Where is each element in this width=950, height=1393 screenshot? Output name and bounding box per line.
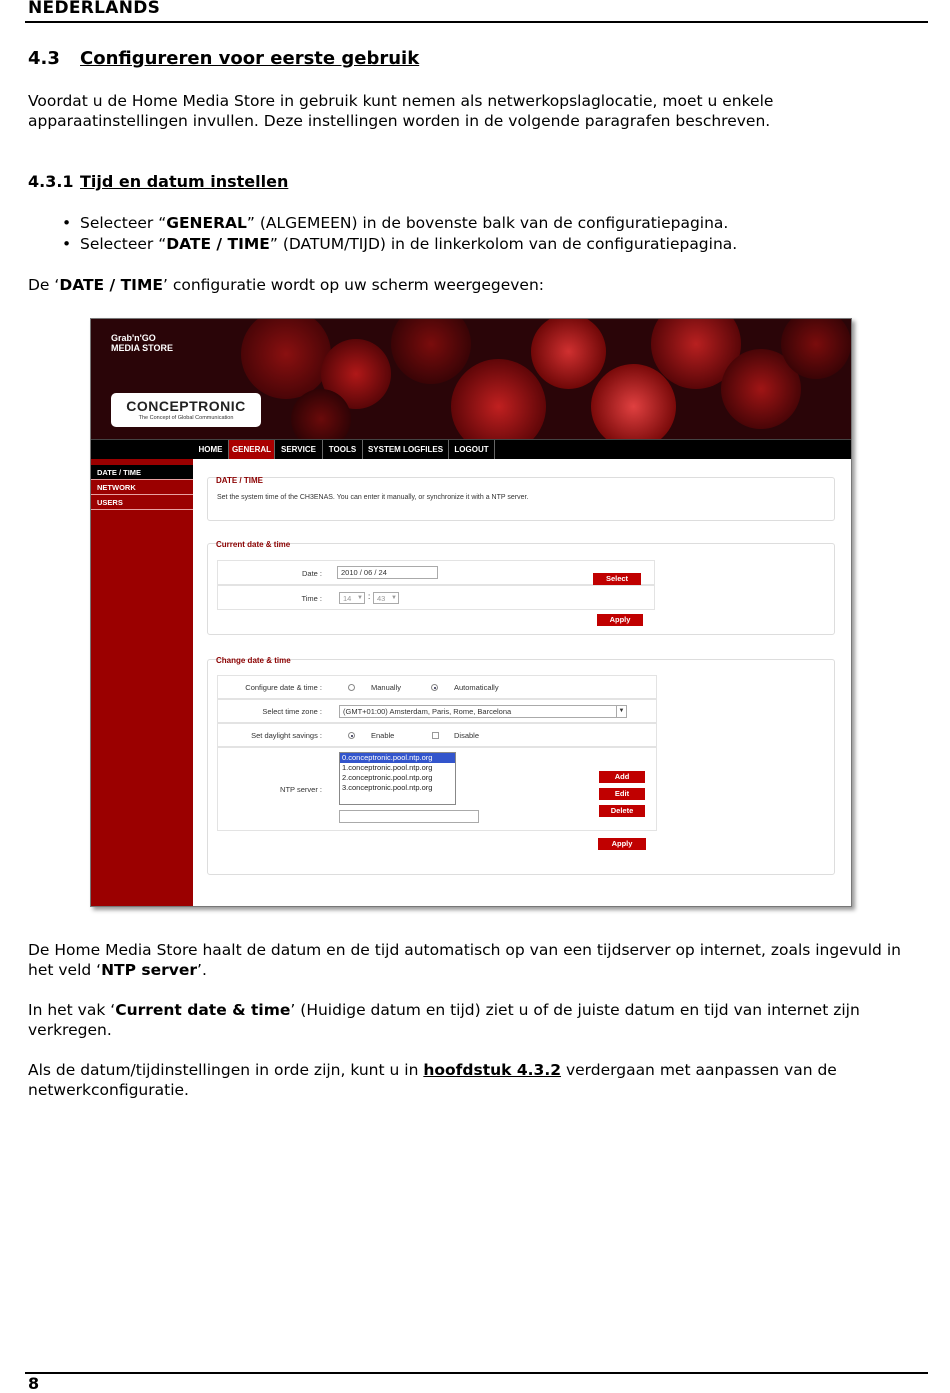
nav-logout[interactable]: LOGOUT [449,440,495,460]
date-row [217,560,655,585]
ntp-row [217,747,657,831]
bullet-general: • Selecteer “GENERAL” (ALGEMEEN) in de bovenste balk van de configuratiepagina. [28,213,908,233]
time-separator: : [368,592,371,601]
current-datetime-box [207,540,835,635]
daylight-label: Set daylight savings : [251,731,322,740]
sidebar-item-network[interactable]: NETWORK [91,480,193,495]
section-title: Configureren voor eerste gebruik [80,48,420,69]
timezone-label: Select time zone : [262,707,322,716]
screen-shown-text: De ‘DATE / TIME’ configuratie wordt op uw scherm weergegeven: [28,276,545,294]
apply-current-button[interactable]: Apply [597,614,643,626]
subsection-heading [28,172,908,192]
delete-ntp-button[interactable]: Delete [599,805,645,817]
date-field[interactable]: 2010 / 06 / 24 [337,566,438,579]
apply-change-button[interactable]: Apply [598,838,646,850]
info-title: DATE / TIME [216,476,263,485]
section-heading [28,49,908,69]
enable-label: Enable [371,731,395,740]
change-datetime-box [207,656,835,875]
select-button[interactable]: Select [593,573,641,585]
configure-row [217,675,657,699]
chapter-link[interactable]: hoofdstuk 4.3.2 [423,1061,562,1079]
page-number: 8 [28,1374,40,1393]
info-box [207,477,835,521]
ntp-server-item[interactable]: 1.conceptronic.pool.ntp.org [342,763,433,772]
info-text: Set the system time of the CH3ENAS. You can enter it manually, or synchronize it with a NTP server. [217,494,529,501]
chevron-down-icon: ▼ [391,595,397,601]
paragraph-current: In het vak ‘Current date & time’ (Huidige datum en tijd) ziet u of de juiste datum en tijd van internet zijn verkregen. [28,1001,860,1039]
paragraph-next: Als de datum/tijdinstellingen in orde zijn, kunt u in hoofdstuk 4.3.2 verdergaan met aanpassen van de netwerkconfiguratie. [28,1061,837,1099]
ntp-label: NTP server : [280,785,322,794]
time-label: Time : [301,594,322,603]
content-area [193,459,851,907]
subsection-title: Tijd en datum instellen [80,172,289,191]
ntp-server-list[interactable] [339,752,456,805]
top-nav [91,439,851,459]
header-rule [25,21,928,23]
bullet-date-time: • Selecteer “DATE / TIME” (DATUM/TIJD) in de linkerkolom van de configuratiepagina. [28,234,908,254]
config-page-screenshot [90,318,852,907]
nav-general[interactable]: GENERAL [229,440,275,460]
ntp-server-item[interactable]: 2.conceptronic.pool.ntp.org [342,773,433,782]
hour-select[interactable]: 14 ▼ [339,592,365,604]
automatic-label: Automatically [454,683,499,692]
nav-home[interactable]: HOME [193,440,229,460]
nav-service[interactable]: SERVICE [275,440,323,460]
language-header: NEDERLANDS [28,0,161,18]
disable-checkbox[interactable] [432,732,439,739]
chevron-down-icon: ▼ [357,595,363,601]
change-datetime-title: Change date & time [216,656,291,665]
instruction-list [28,213,908,255]
manual-label: Manually [371,683,402,692]
minute-select[interactable]: 43 ▼ [373,592,399,604]
current-datetime-title: Current date & time [216,540,291,549]
manual-radio[interactable] [348,684,355,691]
timezone-row [217,699,657,723]
sidebar [91,459,193,907]
sidebar-item-date-time[interactable]: DATE / TIME [91,465,193,480]
conceptronic-logo: CONCEPTRONIC The Concept of Global Communication [111,393,261,427]
ntp-server-item[interactable]: 0.conceptronic.pool.ntp.org [340,753,455,763]
disable-label: Disable [454,731,480,740]
subsection-number: 4.3.1 [28,172,74,191]
configure-label: Configure date & time : [245,683,322,692]
banner [91,319,851,439]
product-brand: Grab'n'GO MEDIA STORE [111,333,174,353]
timezone-select[interactable]: (GMT+01:00) Amsterdam, Paris, Rome, Barcelona ▼ [339,705,627,718]
section-number: 4.3 [28,48,60,69]
automatic-radio[interactable] [431,684,438,691]
add-ntp-button[interactable]: Add [599,771,645,783]
enable-radio[interactable] [348,732,355,739]
intro-paragraph: Voordat u de Home Media Store in gebruik kunt nemen als netwerkopslaglocatie, moet u enkele apparaatinstellingen invullen. Deze instellingen worden in de volgende paragrafen beschreven. [28,92,774,130]
paragraph-ntp: De Home Media Store haalt de datum en de tijd automatisch op van een tijdserver op internet, zoals ingevuld in het veld ‘NTP server’. [28,941,901,979]
nav-tools[interactable]: TOOLS [323,440,363,460]
footer-rule [25,1372,928,1374]
chevron-down-icon: ▼ [616,706,626,717]
time-row [217,585,655,610]
edit-ntp-button[interactable]: Edit [599,788,645,800]
daylight-row [217,723,657,747]
nav-system-logfiles[interactable]: SYSTEM LOGFILES [363,440,449,460]
ntp-server-input[interactable] [339,810,479,823]
sidebar-item-users[interactable]: USERS [91,495,193,510]
date-label: Date : [301,569,322,578]
ntp-server-item[interactable]: 3.conceptronic.pool.ntp.org [342,783,433,792]
